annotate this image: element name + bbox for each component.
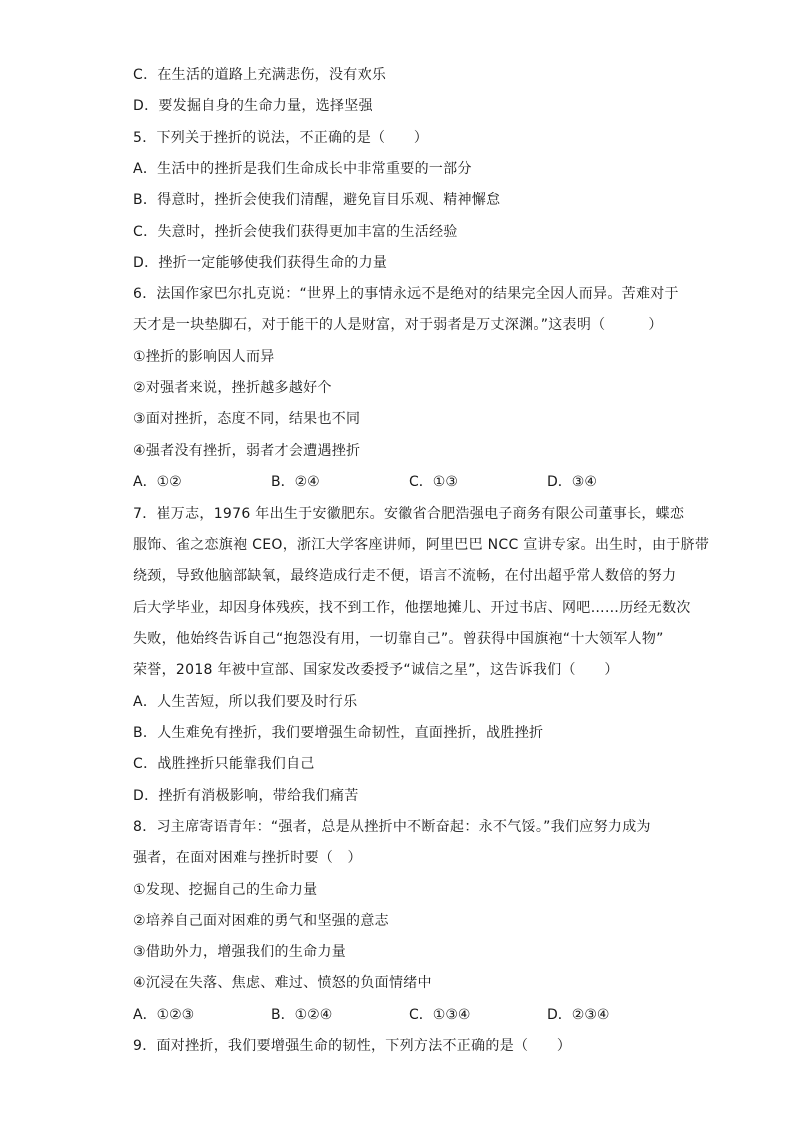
- q6-item-1: ①挫折的影响因人而异: [133, 349, 275, 365]
- q7-stem-line6: 荣誉，2018 年被中宣部、国家发改委授予“诚信之星”，这告诉我们（ ）: [133, 662, 619, 678]
- q8-item-3: ③借助外力，增强我们的生命力量: [133, 944, 347, 960]
- q7-option-b: B．人生难免有挫折，我们要增强生命韧性，直面挫折，战胜挫折: [133, 725, 544, 741]
- q7-stem-line3: 绕颈，导致他脑部缺氧，最终造成行走不便，语言不流畅，在付出超乎常人数倍的努力: [133, 568, 677, 584]
- q7-option-a: A．人生苦短，所以我们要及时行乐: [133, 694, 358, 710]
- q8-item-2: ②培养自己面对困难的勇气和坚强的意志: [133, 913, 389, 929]
- q5-option-a: A．生活中的挫折是我们生命成长中非常重要的一部分: [133, 161, 472, 177]
- q6-option-a: A．①②: [133, 474, 182, 490]
- q5-option-c: C．失意时，挫折会使我们获得更加丰富的生活经验: [133, 224, 458, 240]
- q6-item-2: ②对强者来说，挫折越多越好个: [133, 380, 332, 396]
- q7-stem-line1: 7．崔万志，1976 年出生于安徽肥东。安徽省合肥浩强电子商务有限公司董事长，蝶恋: [133, 506, 685, 522]
- q8-option-b: B．①②④: [271, 1007, 333, 1023]
- q6-option-c: C．①③: [409, 474, 458, 490]
- q8-option-c: C．①③④: [409, 1007, 471, 1023]
- q4-option-c: C．在生活的道路上充满悲伤，没有欢乐: [133, 67, 387, 83]
- q6-stem-line2: 天才是一块垫脚石，对于能干的人是财富，对于弱者是万丈深渊。”这表明（ ）: [133, 317, 663, 333]
- q9-stem: 9．面对挫折，我们要增强生命的韧性，下列方法不正确的是（ ）: [133, 1038, 572, 1054]
- q7-option-d: D．挫折有消极影响，带给我们痛苦: [133, 788, 359, 804]
- q6-option-b: B．②④: [271, 474, 320, 490]
- q8-stem-line2: 强者，在面对困难与挫折时要（ ）: [133, 850, 362, 866]
- q8-item-1: ①发现、挖掘自己的生命力量: [133, 882, 318, 898]
- q6-stem-line1: 6．法国作家巴尔扎克说：“世界上的事情永远不是绝对的结果完全因人而异。苦难对于: [133, 286, 679, 302]
- q8-stem-line1: 8．习主席寄语青年：“强者，总是从挫折中不断奋起：永不气馁。”我们应努力成为: [133, 819, 651, 835]
- q7-stem-line2: 服饰、雀之恋旗袍 CEO，浙江大学客座讲师，阿里巴巴 NCC 宣讲专家。出生时，由于脐带: [133, 537, 710, 553]
- q5-option-b: B．得意时，挫折会使我们清醒，避免盲目乐观、精神懈怠: [133, 192, 501, 208]
- q7-option-c: C．战胜挫折只能靠我们自己: [133, 756, 315, 772]
- q4-option-d: D．要发掘自身的生命力量，选择坚强: [133, 98, 373, 114]
- q6-item-4: ④强者没有挫折，弱者才会遭遇挫折: [133, 443, 361, 459]
- q7-stem-line5: 失败，他始终告诉自己“抱怨没有用，一切靠自己”。曾获得中国旗袍“十大领军人物”: [133, 631, 664, 647]
- q5-option-d: D．挫折一定能够使我们获得生命的力量: [133, 255, 388, 271]
- q8-option-d: D．②③④: [547, 1007, 610, 1023]
- q5-stem: 5．下列关于挫折的说法，不正确的是（ ）: [133, 130, 429, 146]
- q8-option-a: A．①②③: [133, 1007, 195, 1023]
- q8-item-4: ④沉浸在失落、焦虑、难过、愤怒的负面情绪中: [133, 975, 432, 991]
- q6-option-d: D．③④: [547, 474, 597, 490]
- q6-item-3: ③面对挫折，态度不同，结果也不同: [133, 411, 361, 427]
- q7-stem-line4: 后大学毕业，却因身体残疾，找不到工作，他摆地摊儿、开过书店、网吧……历经无数次: [133, 600, 691, 616]
